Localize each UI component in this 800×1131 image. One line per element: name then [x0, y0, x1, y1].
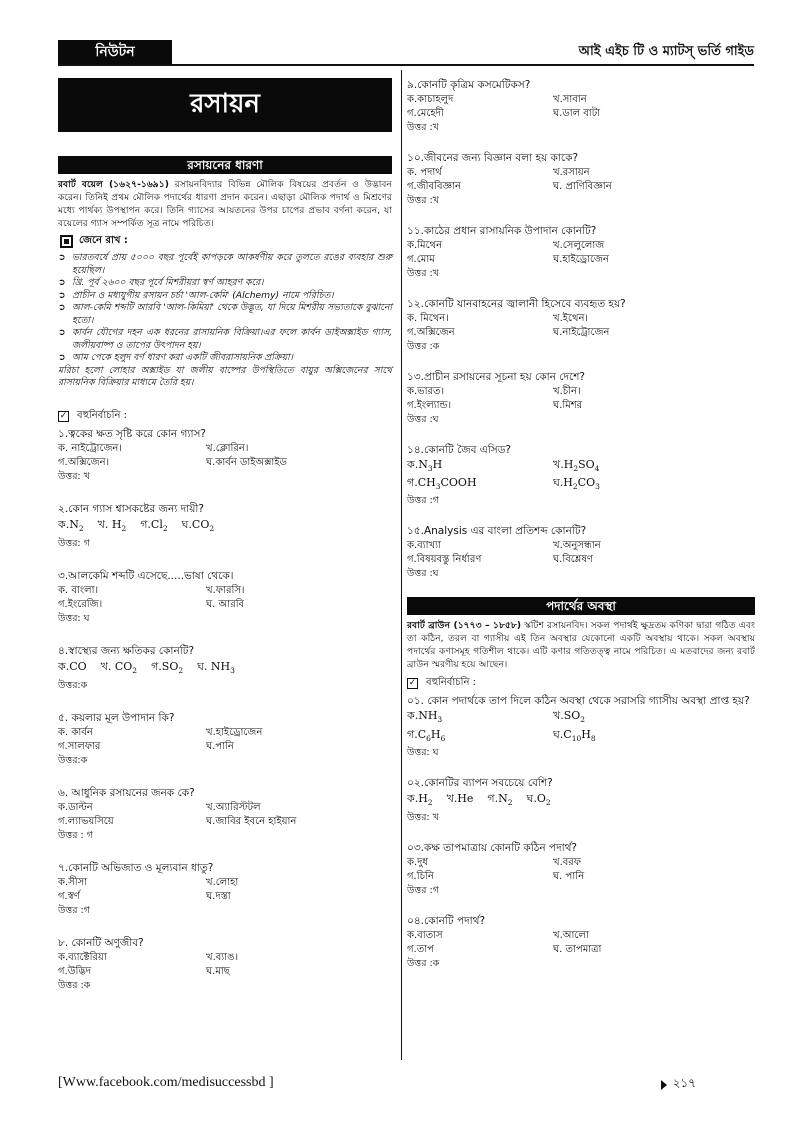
option-a: $ক.NH_3$ [407, 709, 443, 725]
option-d: $ঘ.CO_2$ [181, 517, 215, 533]
option-a: ক.ব্যাক্টেরিয়া [58, 951, 107, 963]
question-options [58, 801, 392, 829]
option-c: গ.সালফার [58, 740, 101, 752]
question-options [58, 876, 392, 904]
question-options [407, 458, 755, 494]
question-block [407, 78, 755, 135]
option-d: ঘ. প্রাণিবিজ্ঞান [553, 181, 612, 192]
option-a: ক.বাতাস [407, 929, 443, 941]
question-options [407, 709, 755, 745]
option-a: ক. পদার্থ [407, 167, 442, 178]
question-block [407, 443, 755, 508]
answer: উত্তর :গ [58, 904, 90, 916]
answer: উত্তর :খ [407, 268, 439, 279]
option-d: ঘ.দস্তা [206, 890, 231, 902]
header-tag: নিউটন [58, 40, 172, 64]
option-b: খ. $H_2$ [97, 517, 127, 533]
option-a: ক.ব্যাখ্যা [407, 540, 441, 552]
mcq-heading [58, 408, 392, 425]
question-options [407, 385, 755, 413]
mcq-label: বহুনির্বাচনি : [426, 677, 477, 689]
page-number-area [661, 1075, 696, 1095]
mcq-heading [407, 675, 755, 692]
option-d: ঘ. আরবি [206, 598, 245, 610]
option-b: খ.অ্যারিস্টটল [206, 801, 261, 813]
question-text: ৮. কোনটি অণুজীব? [58, 936, 144, 949]
option-b: খ.বরফ [553, 856, 582, 868]
question-text: ৯.কোনটি কৃত্রিম কসমেটিকস? [407, 79, 531, 91]
option-d: ঘ.জাবির ইবনে হাইয়ান [206, 815, 297, 827]
option-b: খ.চীন। [553, 386, 581, 397]
option-d: ঘ.বিশ্লেষণ [553, 554, 593, 566]
intro-text: স্কটিশ রসায়নবিদ। সকল পদার্থই ক্ষুদ্রতম কণিকা দ্বারা গঠিত এবং তা কঠিন, তরল বা গ্যাসীয় এই তিন অবস্থার যেকোনো একটি অবস্থায় থাকে। সকল অবস্থায় পদার্থের কণাসমূহ গতিশীল থাকে। এটি কণার গতিতত্ত্ব নামে পরিচিত। এ মতবাদের জন্য রবার্ট ব্রাউন স্মরণীয় হয়ে আছেন। [407, 620, 755, 671]
option-a: ক. নাইট্রোজেন। [58, 442, 122, 454]
question-options [407, 791, 755, 811]
section-intro [407, 619, 755, 671]
option-b: খ.সাবান [553, 94, 587, 105]
know-heading [58, 233, 392, 250]
checkbox-icon: ✓ [408, 678, 417, 689]
question-text: ১৩.প্রাচীন রসায়নের সূচনা হয় কোন দেশে? [407, 371, 586, 383]
option-b: খ.সেলুলোজ [553, 240, 605, 251]
answer: উত্তর: গ [58, 537, 90, 549]
answer: উত্তর:ক [58, 679, 88, 691]
answer: উত্তর :গ [407, 495, 439, 507]
header-rule [58, 64, 754, 66]
option-c: $গ.Cl_2$ [140, 517, 168, 533]
question-block [58, 502, 392, 551]
option-d: ঘ.হাইড্রোজেন [553, 254, 609, 265]
option-b: খ.He [446, 791, 474, 805]
option-d: ঘ.মিশর [553, 400, 583, 411]
question-text: ০২.কোনটির ব্যাপন সবচেয়ে বেশি? [407, 776, 553, 789]
option-c: গ.অক্সিজেন। [58, 456, 110, 468]
option-d: ঘ.ডাল বাটা [553, 108, 601, 119]
question-text: ৫. কয়লার মূল উপাদান কি? [58, 711, 175, 724]
fact-item: ➲ কার্বন যৌগের দহন এক ধরনের রাসায়নিক বিক্রিয়া।এর ফলে কার্বন ডাইঅক্সাইড গ্যাস, জলীয়বাষ্প ও তাপের উৎপাদন হয়। [58, 327, 392, 352]
option-b: খ.ফারসি। [206, 584, 245, 596]
section-title: পদার্থের অবস্থা [407, 597, 755, 615]
question-options [58, 517, 392, 537]
option-a: ক.দুধ [407, 856, 429, 868]
question-block [58, 644, 392, 693]
question-options [58, 951, 392, 979]
question-block [407, 914, 755, 971]
question-block [407, 524, 755, 581]
page-number: ২১৭ [672, 1076, 696, 1090]
option-b: $খ.SO_2$ [553, 709, 586, 725]
option-c: গ.স্বর্ণ [58, 890, 80, 902]
option-b: খ.ক্লোরিন। [206, 442, 249, 454]
question-text: ০১. কোন পদার্থকে তাপ দিলে কঠিন অবস্থা থেকে সরাসরি গ্যাসীয় অবস্থা প্রাপ্ত হয়? [407, 695, 750, 708]
option-a: ক. বাংলা। [58, 584, 99, 596]
option-c: $গ.CH_3COOH$ [407, 476, 477, 492]
section-intro [58, 178, 392, 230]
option-b: খ.ইথেন। [553, 313, 588, 324]
option-d: ঘ.কার্বন ডাইঅক্সাইড [206, 456, 287, 468]
question-text: ১০.জীবনের জন্য বিজ্ঞান বলা হয় কাকে? [407, 152, 579, 164]
option-a: ক.কাচাহলুদ [407, 94, 454, 105]
checkbox-icon: ✓ [59, 410, 68, 421]
option-c: গ.উদ্ভিদ [58, 965, 91, 977]
question-options [58, 442, 392, 470]
fact-item: ➲ আম পেকে হলুদ বর্ণ ধারণ করা একটি জীবরাসায়নিক প্রক্রিয়া। [58, 352, 392, 365]
question-options [58, 584, 392, 612]
option-a: $ক.H_2$ [407, 791, 433, 807]
question-block [407, 224, 755, 281]
answer: উত্তর :খ [407, 122, 439, 133]
option-d: ঘ. পানি [553, 870, 585, 882]
question-text: ১২.কোনটি যানবাহনের জ্বালানী হিসেবে ব্যবহৃত হয়? [407, 298, 626, 310]
option-c: গ.মেহেদী [407, 108, 444, 119]
triangle-right-icon [661, 1080, 667, 1090]
question-options [407, 539, 755, 567]
option-c: গ.চিনি [407, 870, 434, 882]
answer: উত্তর: খ [58, 470, 90, 482]
question-text: ৭.কোনটি অভিজাত ও মূল্যবান ধাতু? [58, 861, 214, 874]
option-a: ক.সীসা [58, 876, 88, 888]
option-a: ক.CO [58, 659, 87, 673]
option-a: ক.ডাল্টন [58, 801, 93, 813]
option-c: গ.জীববিজ্ঞান [407, 181, 461, 192]
option-c: $গ.N_2$ [487, 791, 513, 807]
section-title: রসায়নের ধারণা [58, 156, 392, 174]
question-text: ১৫.Analysis এর বাংলা প্রতিশব্দ কোনটি? [407, 525, 587, 538]
answer: উত্তর :ক [58, 979, 91, 991]
fact-item: ➲ ভারতবর্ষে প্রায় ৫০০০ বছর পূর্বেই কাপড়কে আকর্ষণীয় করে তুলতে রঙের ব্যবহার শুরু হয়েছিল। [58, 252, 392, 277]
option-b: খ. $CO_2$ [100, 659, 138, 675]
question-text: ০৪.কোনটি পদার্থ? [407, 914, 486, 927]
option-b: খ.লোহা [206, 876, 239, 888]
option-b: খ.হাইড্রোজেন [206, 726, 263, 738]
footer-link[interactable]: [Www.facebook.com/medisuccessbd ] [58, 1075, 274, 1090]
question-options [58, 659, 392, 679]
question-options [58, 726, 392, 754]
option-a: ক.মিথেন [407, 240, 443, 251]
option-a: ক. মিথেন। [407, 313, 449, 324]
right-column [407, 78, 755, 987]
question-block [58, 936, 392, 993]
fact-item: ➲ আল-কেমি শব্দটি আরবি 'আল-কিমিয়া' থেকে উদ্ভূত, যা দিয়ে মিশরীয় সভ্যতাকে বুঝানো হতো। [58, 302, 392, 327]
option-d: ঘ.মাছ [206, 965, 230, 977]
option-c: $গ.C_6H_6$ [407, 727, 446, 743]
question-options [407, 166, 755, 194]
question-block [58, 786, 392, 843]
option-a: ক.ভারত। [407, 386, 445, 397]
question-text: ২.কোন গ্যাস শ্বাসকষ্টের জন্য দায়ী? [58, 502, 204, 515]
option-c: গ.ল্যাভয়সিয়ে [58, 815, 114, 827]
answer: উত্তর :খ [407, 195, 439, 206]
header-title: আই এইচ টি ও ম্যাটস্ ভর্তি গাইড [578, 44, 754, 59]
option-d: $ঘ.O_2$ [526, 791, 551, 807]
question-block [58, 711, 392, 768]
option-a: ক. কার্বন [58, 726, 93, 738]
subject-title: রসায়ন [58, 78, 392, 132]
question-block [58, 427, 392, 484]
question-text: ১১.কাঠের প্রধান রাসায়নিক উপাদান কোনটি? [407, 225, 597, 237]
question-options [407, 856, 755, 884]
option-b: $খ.H_2SO_4$ [553, 458, 600, 474]
answer: উত্তর: ঘ [407, 746, 439, 758]
intro-author: রবার্ট ব্রাউন (১৭৭৩ – ১৮৫৮) [407, 620, 522, 632]
option-d: $ঘ.C_{10}H_8$ [553, 727, 596, 743]
square-bullet-icon [60, 235, 73, 248]
mcq-label: বহুনির্বাচনি : [77, 409, 128, 421]
option-d: ঘ. $NH_3$ [197, 659, 235, 675]
option-c: $গ.SO_2$ [151, 659, 184, 675]
question-block [407, 297, 755, 354]
question-options [407, 93, 755, 121]
facts-list [58, 252, 392, 365]
column-divider [401, 70, 402, 1060]
fact-item: ➲ খ্রি. পূর্ব ২৬০০ বছর পূর্বে মিশরীয়রা স্বর্ণ আহরণ করে। [58, 277, 392, 290]
option-a: $ক.N_3H$ [407, 458, 443, 474]
option-c: গ.তাপ [407, 943, 434, 955]
answer: উত্তর :ঘ [407, 568, 439, 580]
fact-item: ➲ প্রাচীন ও মধ্যযুগীয় রসায়ন চর্চা 'আল-কেমি' (Alchemy) নামে পরিচিত। [58, 290, 392, 303]
question-block [407, 151, 755, 208]
answer: উত্তর: খ [407, 811, 439, 823]
question-options [407, 312, 755, 340]
option-b: খ.অনুসন্ধান [553, 540, 601, 552]
question-block [407, 694, 755, 759]
answer: উত্তর :গ [407, 884, 439, 896]
fact-note: মরিচা হলো লোহার অক্সাইড যা জলীয় বাষ্পের উপস্থিতিতে বায়ুর অক্সিজেনের সাথে রাসায়নিক বিক্রিয়ার মাধ্যমে তৈরি হয়। [58, 364, 392, 388]
left-column [58, 156, 392, 1011]
question-block [58, 569, 392, 626]
option-c: গ.ইংরেজি। [58, 598, 103, 610]
question-text: ৩.আলকেমি শব্দটি এসেছে.....ভাষা থেকে। [58, 569, 234, 582]
option-d: $ঘ.H_2CO_3$ [553, 476, 600, 492]
answer: উত্তর: ঘ [58, 612, 90, 624]
question-block [407, 776, 755, 825]
answer: উত্তর :ক [407, 341, 440, 352]
option-d: ঘ. তাপমাত্রা [553, 943, 602, 955]
question-text: ৬. আধুনিক রসায়নের জনক কে? [58, 786, 195, 799]
option-b: খ.রসায়ন [553, 167, 590, 178]
answer: উত্তর:ক [58, 754, 88, 766]
option-a: $ক.N_2$ [58, 517, 84, 533]
answer: উত্তর :ক [407, 957, 440, 969]
answer: উত্তর : গ [58, 829, 93, 841]
option-d: ঘ.নাইট্রোজেন [553, 327, 610, 338]
question-options [407, 929, 755, 957]
question-block [407, 841, 755, 898]
intro-author: রবার্ট বয়েল (১৬২৭-১৬৯১) [58, 179, 169, 190]
question-text: ১৪.কোনটি জৈব এসিড? [407, 444, 511, 456]
intro-text: রসায়নবিদ্যার বিভিন্ন মৌলিক বিষয়ের প্রবর্তন ও উদ্ভাবন করেন। তিনিই প্রথম মৌলিক পদার্থের ধারণা প্রদান করেন। এছাড়া মৌলিক পদার্থ ও মিশ্রণের মধ্যে পার্থক্য উপস্থাপন করে। তিনি গ্যাসের আয়তনের উপর চাপের প্রভাব বর্ণনা করেন, যা বয়েলের গ্যাস সম্পর্কিত সূত্র নামে পরিচিত। [58, 179, 392, 229]
question-text: ১.ত্বকের ক্ষত সৃষ্টি করে কোন গ্যাস? [58, 427, 207, 440]
question-block [407, 370, 755, 427]
question-text: ৪.স্বাস্থ্যের জন্য ক্ষতিকর কোনটি? [58, 644, 195, 657]
question-block [58, 861, 392, 918]
answer: উত্তর :ঘ [407, 414, 439, 425]
option-b: খ.আলো [553, 929, 589, 941]
question-options [407, 239, 755, 267]
know-label: জেনে রাখ : [79, 235, 128, 246]
option-c: গ.অক্সিজেন [407, 327, 455, 338]
option-d: ঘ.পানি [206, 740, 234, 752]
option-c: গ.ইংল্যান্ড। [407, 400, 452, 411]
option-c: গ.বিষয়বস্তু নির্ধারণ [407, 554, 482, 566]
option-b: খ.ব্যাঙ। [206, 951, 239, 963]
question-text: ০৩.কক্ষ তাপমাত্রায় কোনটি কঠিন পদার্থ? [407, 841, 577, 854]
option-c: গ.মোম [407, 254, 435, 265]
